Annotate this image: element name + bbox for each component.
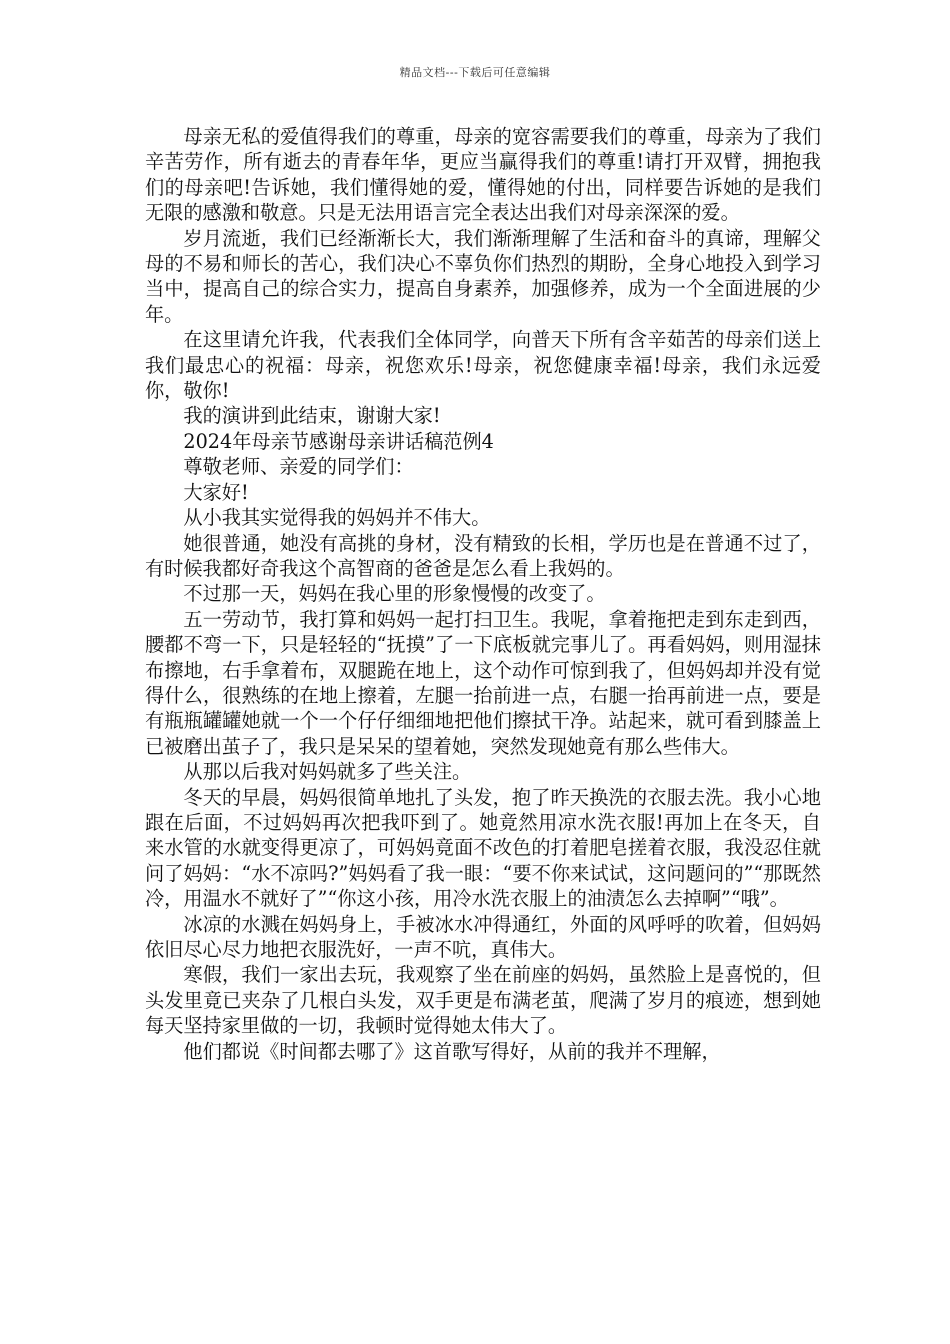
paragraph-8: 从小我其实觉得我的妈妈并不伟大。	[183, 506, 491, 530]
page-header: 精品文档---下载后可任意编辑	[399, 66, 551, 79]
salutation: 尊敬老师、亲爱的同学们：	[183, 455, 414, 479]
paragraph-13: 冬天的早晨，妈妈很简单地扎了头发，抱了昨天换洗的衣服去洗。我小心地跟在后面，不过妈妈再次把我吓到了。她竟然用凉水洗衣服!再加上在冬天，自来水管的水就变得更凉了，可妈妈竟面不改色的打着肥皂搓着衣服，我没忍住就问了妈妈：“水不凉吗?”妈妈看了我一眼：“要不你来试试，这问题问的”“那既然冷，用温水不就好了”“你这小孩，用冷水洗衣服上的油渍怎么去掉啊”“哦”。	[145, 785, 821, 911]
paragraph-1: 母亲无私的爱值得我们的尊重，母亲的宽容需要我们的尊重，母亲为了我们辛苦劳作，所有逝去的青春年华，更应当赢得我们的尊重!请打开双臂，拥抱我们的母亲吧!告诉她，我们懂得她的爱，懂得她的付出，同样要告诉她的是我们无限的感激和敬意。只是无法用语言完全表达出我们对母亲深深的爱。	[145, 125, 821, 225]
paragraph-9: 她很普通，她没有高挑的身材，没有精致的长相，学历也是在普通不过了，有时候我都好奇我这个高智商的爸爸是怎么看上我妈的。	[145, 531, 821, 580]
paragraph-14: 冰凉的水溅在妈妈身上，手被冰水冲得通红，外面的风呼呼的吹着，但妈妈依旧尽心尽力地把衣服洗好，一声不吭，真伟大。	[145, 912, 821, 961]
paragraph-2: 岁月流逝，我们已经渐渐长大，我们渐渐理解了生活和奋斗的真谛，理解父母的不易和师长的苦心，我们决心不辜负你们热烈的期盼，全身心地投入到学习当中，提高自己的综合实力，提高自身素养，加强修养，成为一个全面进展的少年。	[145, 226, 821, 326]
paragraph-11: 五一劳动节，我打算和妈妈一起打扫卫生。我呢，拿着拖把走到东走到西，腰都不弯一下，只是轻轻的“抚摸”了一下底板就完事儿了。再看妈妈，则用湿抹布擦地，右手拿着布，双腿跪在地上，这个动作可惊到我了，但妈妈却并没有觉得什么，很熟练的在地上擦着，左腿一抬前进一点，右腿一抬再前进一点，要是有瓶瓶罐罐她就一个一个仔仔细细地把他们擦拭干净。站起来，就可看到膝盖上已被磨出茧子了，我只是呆呆的望着她，突然发现她竟有那么些伟大。	[145, 607, 821, 758]
paragraph-16: 他们都说《时间都去哪了》这首歌写得好，从前的我并不理解，	[183, 1039, 721, 1063]
paragraph-15: 寒假，我们一家出去玩，我观察了坐在前座的妈妈，虽然脸上是喜悦的，但头发里竟已夹杂了几根白头发，双手更是布满老茧，爬满了岁月的痕迹，想到她每天坚持家里做的一切，我顿时觉得她太伟大了。	[145, 963, 821, 1038]
closing-line: 我的演讲到此结束，谢谢大家!	[183, 404, 441, 428]
section-title: 2024年母亲节感谢母亲讲话稿范例4	[183, 429, 494, 453]
document-body	[145, 124, 821, 1064]
paragraph-3: 在这里请允许我，代表我们全体同学，向普天下所有含辛茹苦的母亲们送上我们最忠心的祝福：母亲，祝您欢乐!母亲，祝您健康幸福!母亲，我们永远爱你，敬你!	[145, 328, 821, 403]
greeting: 大家好!	[183, 480, 249, 504]
paragraph-12: 从那以后我对妈妈就多了些关注。	[183, 760, 472, 784]
paragraph-10: 不过那一天，妈妈在我心里的形象慢慢的改变了。	[183, 582, 606, 606]
